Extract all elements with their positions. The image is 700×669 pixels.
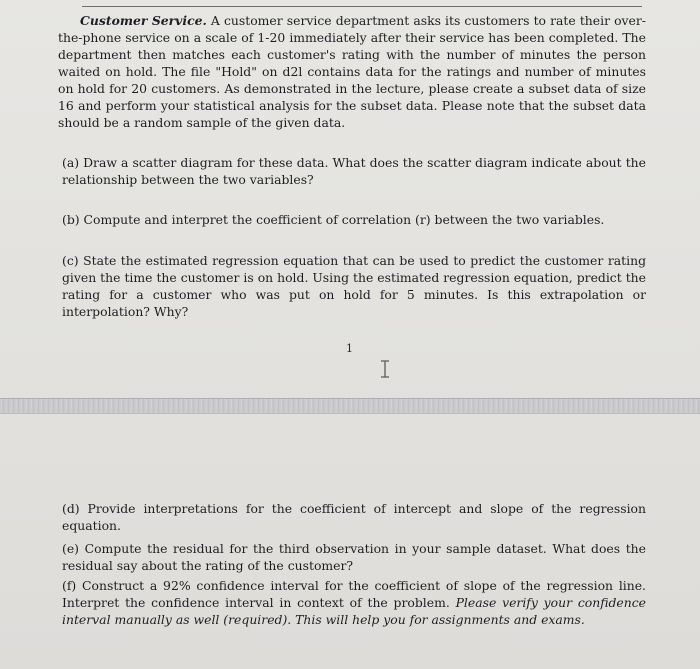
question-e: (e) Compute the residual for the third observation in your sample dataset. What does the residual say about the rating of the customer? [62,541,646,573]
intro-title: Customer Service. [80,13,207,28]
question-b: (b) Compute and interpret the coefficient of correlation (r) between the two variables. [62,212,605,227]
page-number: 1 [346,342,353,355]
intro-paragraph [58,12,646,131]
question-f [62,577,646,628]
question-f-main: (f) Construct a 92% confidence interval for the coefficient of slope of the regression line. Interpret the confidence interval in context of the problem. [62,578,646,610]
page-1-content [58,12,646,319]
question-a: (a) Draw a scatter diagram for these data. What does the scatter diagram indicate about the relationship between the two variables? [62,155,646,187]
top-rule [82,6,642,7]
question-c: (c) State the estimated regression equation that can be used to predict the customer rating given the time the customer is on hold. Using the estimated regression equation, predict the rating for a customer who was put on hold for 5 minutes. Is this extrapolation or interpolation? Why? [62,253,646,319]
text-cursor-icon [378,360,392,378]
question-f-note: Please verify your confidence interval manually as well (required). This will help you for assignments and exams. [62,595,646,627]
page-divider [0,398,700,414]
intro-text: A customer service department asks its customers to rate their over-the-phone service on a scale of 1-20 immediately after their service has been completed. The department then matches each customer's rating with the number of minutes the person waited on hold. The file "Hold" on d2l contains data for the ratings and number of minutes on hold for 20 customers. As demonstrated in the lecture, please create a subset data of size 16 and perform your statistical analysis for the subset data. Please note that the subset data should be a random sample of the given data. [58,13,646,130]
question-d: (d) Provide interpretations for the coefficient of intercept and slope of the regression equation. [62,501,646,533]
